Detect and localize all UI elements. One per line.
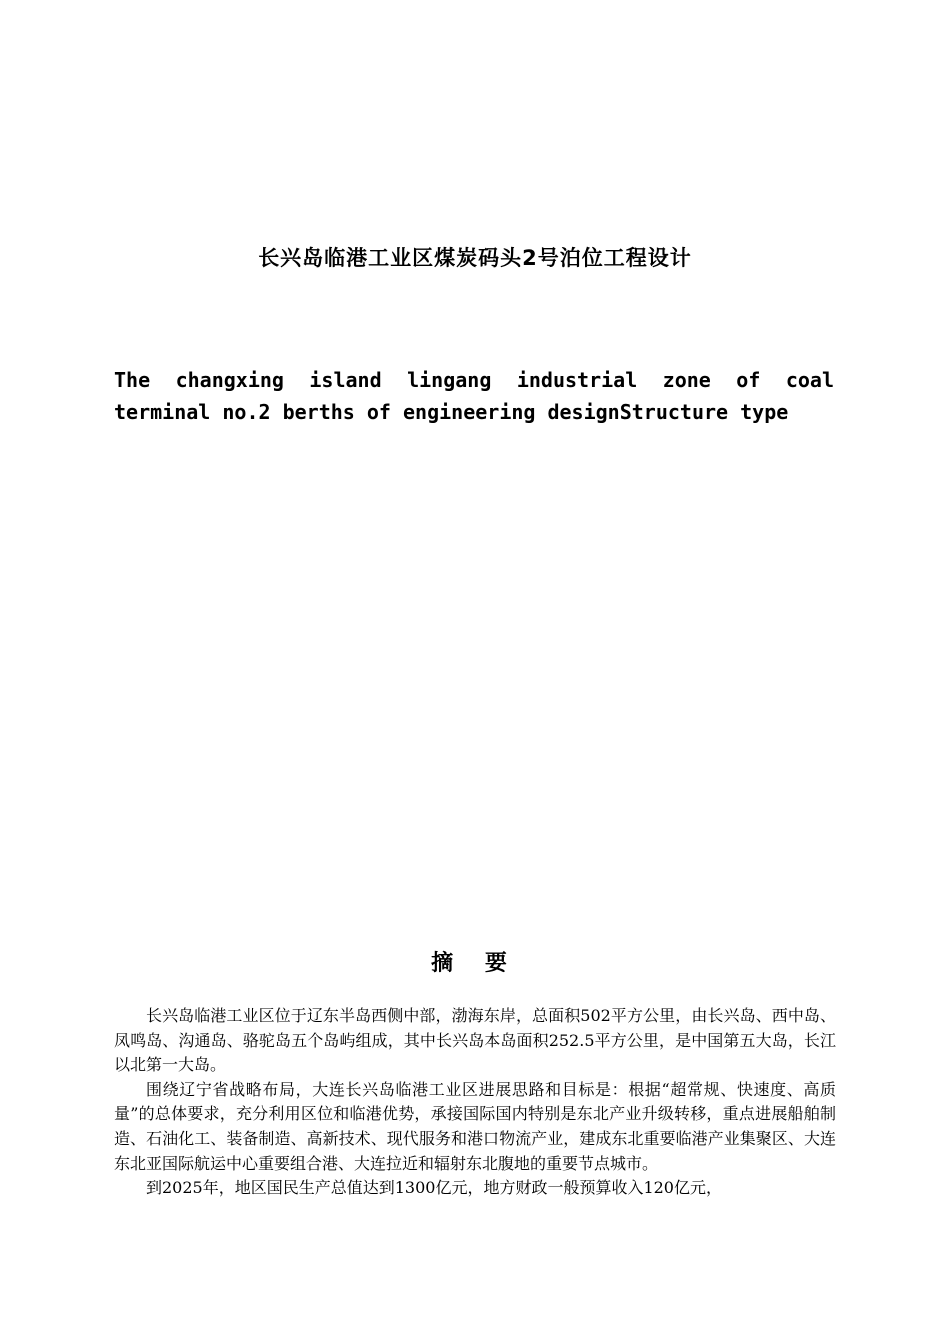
abstract-body (114, 1004, 836, 1201)
abstract-heading: 摘 要 (431, 950, 519, 976)
abstract-paragraph-1: 长兴岛临港工业区位于辽东半岛西侧中部，渤海东岸，总面积502平方公里，由长兴岛、西中岛、凤鸣岛、沟通岛、骆驼岛五个岛屿组成，其中长兴岛本岛面积252.5平方公里，是中国第五大岛，长江以北第一大岛。 (114, 1006, 836, 1075)
english-title: The changxing island lingang industrial zone of coal terminal no.2 berths of engineering designStructure type (114, 368, 834, 424)
chinese-title: 长兴岛临港工业区煤炭码头2号泊位工程设计 (258, 246, 692, 270)
abstract-paragraph-2: 围绕辽宁省战略布局，大连长兴岛临港工业区进展思路和目标是：根据“超常规、快速度、高质量”的总体要求，充分利用区位和临港优势，承接国际国内特别是东北产业升级转移，重点进展船舶制造、石油化工、装备制造、高新技术、现代服务和港口物流产业，建成东北重要临港产业集聚区、大连东北亚国际航运中心重要组合港、大连拉近和辐射东北腹地的重要节点城市。 (114, 1079, 836, 1173)
abstract-paragraph-3: 到2025年，地区国民生产总值达到1300亿元，地方财政一般预算收入120亿元， (146, 1178, 722, 1198)
